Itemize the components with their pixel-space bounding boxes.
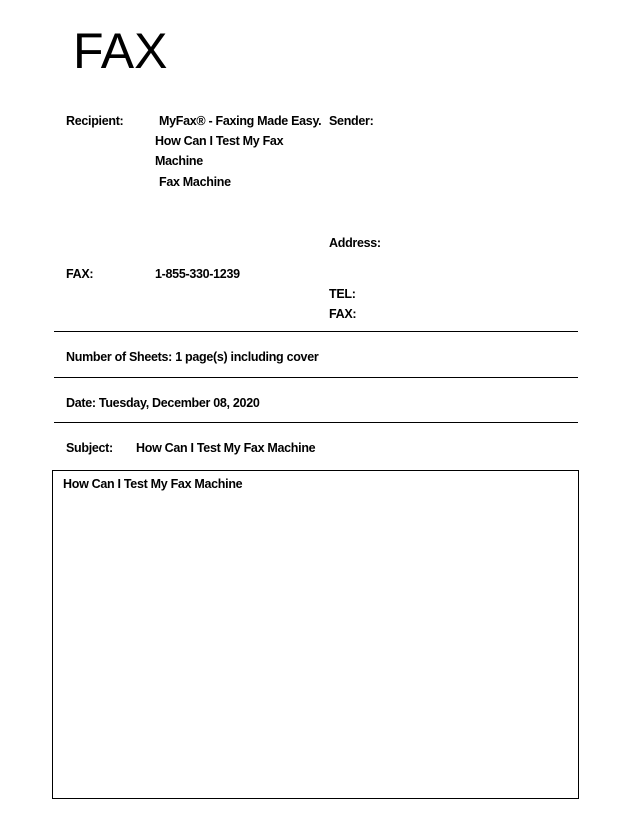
sheets-count: Number of Sheets: 1 page(s) including cover (66, 350, 319, 364)
divider (54, 331, 578, 332)
page-title: FAX (73, 23, 168, 79)
recipient-name-line1: How Can I Test My Fax (155, 134, 284, 148)
recipient-label: Recipient: (66, 114, 124, 128)
recipient-company: MyFax® - Faxing Made Easy. (159, 114, 322, 128)
sender-tel-label: TEL: (329, 287, 356, 301)
sender-fax-label: FAX: (329, 307, 357, 321)
fax-date: Date: Tuesday, December 08, 2020 (66, 396, 260, 410)
message-text: How Can I Test My Fax Machine (63, 477, 243, 491)
subject-label: Subject: (66, 441, 113, 455)
sender-label: Sender: (329, 114, 374, 128)
recipient-name-line2: Machine (155, 154, 203, 168)
fax-label: FAX: (66, 267, 94, 281)
recipient-name-line3: Fax Machine (159, 175, 231, 189)
message-box (52, 470, 579, 799)
sender-address-label: Address: (329, 236, 381, 250)
divider (54, 422, 578, 423)
fax-number: 1-855-330-1239 (155, 267, 240, 281)
divider (54, 377, 578, 378)
subject-value: How Can I Test My Fax Machine (136, 441, 316, 455)
